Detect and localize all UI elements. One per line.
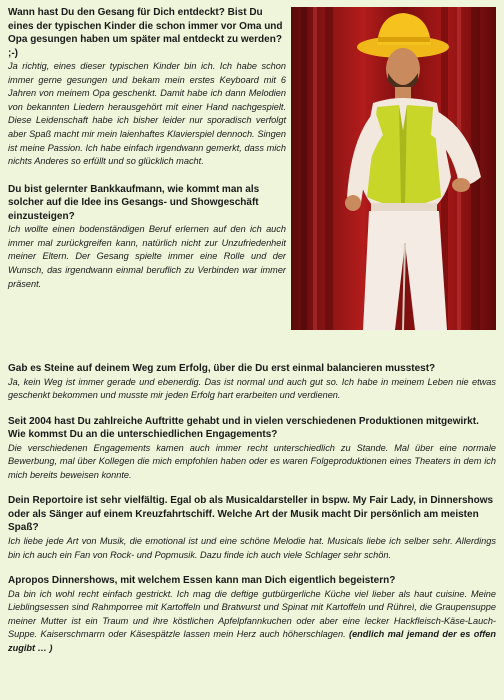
answer-text: Da bin ich wohl recht einfach gestrickt. Ich mag die deftige gutbürgerliche Küche viel lieber als haut cuisine. Meine Lieblingsessen sind Rahmporree mit Kartoffeln und Bratwurst und Spinat mit Kartoffeln und Rühreì, die Graupensuppe meiner Mutter ist ein Traum und ihre köstlichen Apfelpfannkuchen oder aber eine lecker Hackfleisch-Käse-Lauch-Suppe. Kaiserschmarrn oder Käsespätzle lassen mein Herz auch höherschlagen. xyxy=(8,588,496,640)
top-text-column xyxy=(8,6,286,304)
answer: Die verschiedenen Engagements kamen auch immer recht unterschiedlich zu Stande. Mal über eine normale Bewerbung, mal über Kollegen die mich empfohlen haben oder es waren Folgeproduktionen eines Theaters in dem ich mich bereits beweisen konnte. xyxy=(8,442,496,480)
answer: Ich liebe jede Art von Musik, die emotional ist und eine schöne Melodie hat. Musicals liebe ich selber sehr. Allerdings bin ich auch ein Fan von Rock- und Popmusik. Dazu finde ich auch viele Schlager sehr schön. xyxy=(8,535,496,560)
qa-block xyxy=(8,6,286,169)
question: Apropos Dinnershows, mit welchem Essen kann man Dich eigentlich begeistern? xyxy=(8,575,396,587)
question: Dein Reportoire ist sehr vielfältig. Egal ob als Musicaldarsteller in bspw. My Fair Lady, in Dinnershows oder als Sänger auf einem Kreuzfahrtschiff. Welche Art der Musik macht Dir persönlich am meisten Spaß? xyxy=(8,495,494,534)
bottom-text-section xyxy=(8,362,496,656)
answer: Ja richtig, eines dieser typischen Kinder bin ich. Ich habe schon immer gerne gesungen und bekam mein erstes Keyboard mit 6 Jahren von meinem Opa geschenkt. Damit habe ich dann Melodien von bekannten Liedern herausgehört mit einer Hand nachgespielt. Diese Leidenschaft habe ich bisher leider nur sporadisch verfolgt aber Spaß macht mir mein laienhaftes Klavierspiel dennoch. Singen ist meine Passion. Ich habe einfach irgendwann gemerkt, dass mich nichts Anderes so erfüllt und so glücklich macht. xyxy=(8,61,286,167)
question: Wann hast Du den Gesang für Dich entdeckt? Bist Du eines der typischen Kinder die schon immer vor Oma und Opa gesungen haben um später mal entdeckt zu werden? ;-) xyxy=(8,7,283,59)
answer: Ich wollte einen bodenständigen Beruf erlernen auf den ich auch immer mal zurückgreifen kann, natürlich nicht zur Unzufriedenheit meiner Eltern. Der Gesang spielte immer eine Rolle und der Wunsch, das irgendwann einmal beruflich zu Verbinden war immer präsent. xyxy=(8,224,286,289)
answer-emphasis: (endlich mal jemand der es offen zugibt … ) xyxy=(8,629,496,654)
answer: Ja, kein Weg ist immer gerade und ebenerdig. Das ist normal und auch gut so. Ich habe in meinem Leben nie etwas geschenkt bekommen und musste mir jeden Erfolg hart erarbeiten und verdienen. xyxy=(8,376,496,401)
question: Gab es Steine auf deinem Weg zum Erfolg, über die Du erst einmal balancieren musstest? xyxy=(8,363,436,374)
answer xyxy=(8,588,496,656)
qa-block xyxy=(8,415,496,483)
qa-block xyxy=(8,362,496,403)
performer-photo xyxy=(291,7,496,330)
qa-block xyxy=(8,574,496,655)
question: Du bist gelernter Bankkaufmann, wie kommt man als solcher auf die Idee ins Gesangs- und Showgeschäft einzusteigen? xyxy=(8,183,260,222)
qa-block xyxy=(8,183,286,291)
qa-block xyxy=(8,494,496,562)
question: Seit 2004 hast Du zahlreiche Auftritte gehabt und in vielen verschiedenen Produktionen mitgewirkt. Wie kommst Du an die unterschiedlichen Engagements? xyxy=(8,415,479,441)
